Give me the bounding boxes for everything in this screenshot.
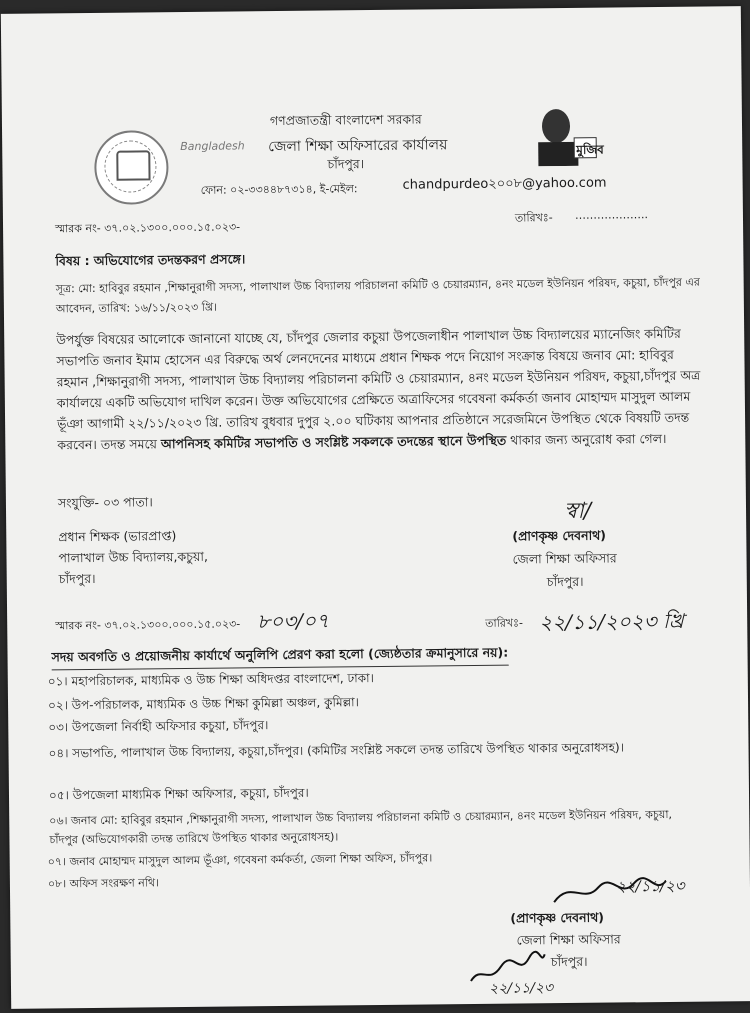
email-address: chandpurdeo২০০৮@yahoo.com <box>402 175 607 193</box>
signer-title: জেলা শিক্ষা অফিসার <box>512 550 617 567</box>
signer-name: (প্রাণকৃষ্ণ দেবনাথ) <box>512 527 607 544</box>
body-text-normal: উপর্যুক্ত বিষয়ের আলোকে জানানো যাচ্ছে যে, চাঁদপুর জেলার কচুয়া উপজেলাধীন পালাখাল উচ্চ বিদ্যালয়ের ম্যানেজিং কমিটির সভাপতি জনাব ইমাম হোসেন এর বিরুদ্ধে অর্থ লেনদেনের মাধ্যমে প্রধান শিক্ষক পদে নিয়োগ সংক্রান্ত বিষয়ে জনাব মো: হাবিবুর রহমান ,শিক্ষানুরাগী সদস্য, পালাখাল উচ্চ বিদ্যালয় পরিচালনা কমিটি ও চেয়ারম্যান, ৪নং মডেল ইউনিয়ন পরিষদ, কচুয়া,চাঁদপুর অত্র কার্যালয়ে একটি অভিযোগ দাখিল করেন। উক্ত অভিযোগের প্রেক্ষিতে অত্রাফিসের গবেষনা কর্মকর্তা জনাব মোহাম্মদ মাসুদুল আলম ভূঁঞা আগামী ২২/১১/২০২৩ খ্রি. তারিখ বুধবার দুপুর ২.০০ ঘটিকায় আপনার প্রতিষ্ঠানে সরেজমিনে উপস্থিত থেকে বিষয়টি তদন্ত করবেন। তদন্ত সময়ে <box>56 325 701 453</box>
memo-date-label: তারিখঃ- <box>514 211 553 225</box>
phone-line: ফোন: ০২-৩৩৪৪৮৭৩১৪, ই-মেইল: <box>200 182 358 197</box>
govt-seal-logo <box>94 130 169 205</box>
signature-mark: স্বা/ <box>563 498 592 525</box>
body-paragraph <box>56 323 703 456</box>
office-title: জেলা শিক্ষা অফিসারের কার্যালয় <box>268 137 448 156</box>
office-city: চাঁদপুর। <box>327 156 365 172</box>
attachment-line: সংযুক্তি- ০৩ পাতা। <box>57 494 153 511</box>
copy-item-4: ০৪। সভাপতি, পালাখাল উচ্চ বিদ্যালয়, কচুয়া,চাঁদপুর। (কমিটির সংশ্লিষ্ট সকলে তদন্ত তারিখে উপস্থিত থাকার অনুরোধসহ)। <box>48 740 625 761</box>
portrait-caption: মুজিব <box>576 142 604 157</box>
copy-heading: সদয় অবগতি ও প্রয়োজনীয় কার্যার্থে অনুলিপি প্রেরণ করা হলো (জ্যেষ্ঠতার ক্রমানুসারে নয়): <box>51 645 508 671</box>
signature2-handwritten-date: ২২/১১/২৩ <box>615 876 685 896</box>
signer2-name: (প্রাণকৃষ্ণ দেবনাথ) <box>510 909 605 926</box>
recipient-line-1: প্রধান শিক্ষক (ভারপ্রাপ্ত) <box>58 528 177 545</box>
memo2-handwritten-number: ৮০৩/০৭ <box>257 608 330 634</box>
seal-emblem <box>116 150 150 180</box>
memo2-date-label: তারিখঃ- <box>485 616 523 630</box>
signer2-title: জেলা শিক্ষা অফিসার <box>516 931 621 948</box>
recipient-line-3: চাঁদপুর। <box>58 570 96 587</box>
copy-item-5: ০৫। উপজেলা মাধ্যমিক শিক্ষা অফিসার, কচুয়া, চাঁদপুর। <box>48 785 309 803</box>
signer-city: চাঁদপুর। <box>546 573 584 590</box>
reference-text: সূত্র: মো: হাবিবুর রহমান ,শিক্ষানুরাগী সদস্য, পালাখাল উচ্চ বিদ্যালয় পরিচালনা কমিটি ও চেয়ারম্যান, ৪নং মডেল ইউনিয়ন পরিষদ, কচুয়া, চাঁদপুর এর আবেদন, তারিখ: ১৬/১১/২০২৩ খ্রি। <box>55 275 700 316</box>
copy-item-1: ০১। মহাপরিচালক, মাধ্যমিক ও উচ্চ শিক্ষা অধিদপ্তর বাংলাদেশ, ঢাকা। <box>47 671 374 689</box>
copy-item-7: ০৭। জনাব মোহাম্মদ মাসুদুল আলম ভূঁঞা, গবেষনা কর্মকর্তা, জেলা শিক্ষা অফিস, চাঁদপুর। <box>47 851 433 869</box>
recipient-line-2: পালাখাল উচ্চ বিদ্যালয়,কচুয়া, <box>58 548 208 566</box>
memo2-number: স্মারক নং- ৩৭.০২.১৩০০.০০০.১৫.০২৩- <box>55 617 241 633</box>
memo-number: স্মারক নং- ৩৭.০২.১৩০০.০০০.১৫.০২৩- <box>54 220 241 236</box>
memo-date-value: ……………….. <box>574 208 649 222</box>
signer2-city: চাঁদপুর। <box>550 953 588 970</box>
body-text-bold: আপনিসহ কমিটির সভাপতি ও সংশ্লিষ্ট সকলকে তদন্তের স্থানে উপস্থিত <box>160 432 507 452</box>
document-page <box>1 6 750 1009</box>
copy-item-2: ০২। উপ-পরিচালক, মাধ্যমিক ও উচ্চ শিক্ষা কুমিল্লা অঞ্চল, কুমিল্লা। <box>47 695 359 713</box>
govt-title: গণপ্রজাতন্ত্রী বাংলাদেশ সরকার <box>269 111 422 129</box>
memo2-handwritten-date: ২২/১১/২০২৩ খ্রি <box>539 608 684 635</box>
subject-line: বিষয় : অভিযোগের তদন্তকরণ প্রসঙ্গে। <box>55 251 246 269</box>
copy-item-8: ০৮। অফিস সংরক্ষণ নথি। <box>47 876 160 891</box>
logo-caption: Bangladesh <box>180 139 245 154</box>
bottom-handwritten-date: ২২/১১/২৩ <box>488 980 554 997</box>
body-text-end: থাকার জন্য অনুরোধ করা গেল। <box>506 430 667 448</box>
copy-item-6: ০৬। জনাব মো: হাবিবুর রহমান ,শিক্ষানুরাগী সদস্য, পালাখাল উচ্চ বিদ্যালয় পরিচালনা কমিটি ও চেয়ারম্যান, ৪নং মডেল ইউনিয়ন পরিষদ, কচুয়া, চাঁদপুর (অভিযোগকারী তদন্ত তারিখে উপস্থিত থাকার অনুরোধসহ)। <box>49 807 673 847</box>
copy-item-3: ০৩। উপজেলা নির্বাহী অফিসার কচুয়া, চাঁদপুর। <box>48 718 269 735</box>
